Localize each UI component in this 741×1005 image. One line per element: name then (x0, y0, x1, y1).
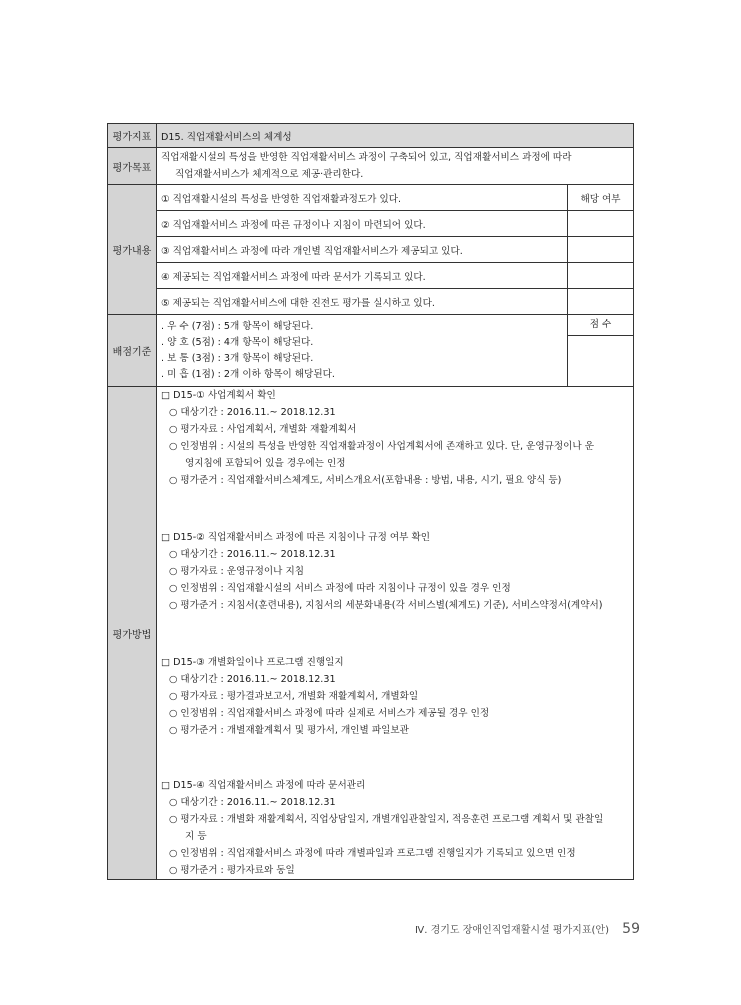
score-list (157, 315, 568, 387)
method-section-2 (161, 529, 629, 614)
goal-text (157, 148, 634, 185)
section-1-line-3: ○ 인정범위 : 시설의 특성을 반영한 직업재활과정이 사업계획서에 존재하고 있다. 단, 운영규정이나 운 (169, 441, 594, 452)
method-section-3 (161, 654, 629, 739)
content-item-2: ② 직업재활서비스 과정에 따른 규정이나 지침이 마련되어 있다. (157, 211, 568, 237)
method-label: 평가방법 (108, 387, 157, 880)
section-4-line-5: ○ 평가준거 : 평가자료와 동일 (169, 865, 295, 876)
page-footer (415, 921, 640, 937)
section-3-line-3: ○ 인정범위 : 직업재활서비스 과정에 따라 실제로 서비스가 제공될 경우 인정 (169, 708, 490, 719)
content-row-1 (108, 185, 634, 211)
content-row-4 (108, 263, 634, 289)
applicable-cell-3[interactable] (568, 237, 634, 263)
method-content (157, 387, 634, 880)
section-4-line-3: 지 등 (185, 831, 207, 842)
score-item-4: . 미 흡 (1점) : 2개 이하 항목이 해당된다. (161, 368, 335, 380)
indicator-label: 평가지표 (108, 124, 157, 148)
score-header: 점 수 (568, 315, 633, 336)
section-2-title: □ D15-② 직업재활서비스 과정에 따른 지침이나 규정 여부 확인 (161, 532, 431, 543)
section-2-line-4: ○ 평가준거 : 지침서(훈련내용), 지침서의 세분화내용(각 서비스별(체계도) 기준), 서비스약정서(계약서) (169, 600, 603, 611)
section-3-line-2: ○ 평가자료 : 평가결과보고서, 개별화 재활계획서, 개별화일 (169, 691, 419, 702)
content-item-3: ③ 직업재활서비스 과정에 따라 개인별 직업재활서비스가 제공되고 있다. (157, 237, 568, 263)
score-label: 배점기준 (108, 315, 157, 387)
indicator-value: D15. 직업재활서비스의 체계성 (157, 124, 634, 148)
applicable-cell-5[interactable] (568, 289, 634, 315)
section-4-line-4: ○ 인정범위 : 직업재활서비스 과정에 따라 개별파일과 프로그램 진행일지가 기록되고 있으면 인정 (169, 848, 576, 859)
content-item-5: ⑤ 제공되는 직업재활서비스에 대한 진전도 평가를 실시하고 있다. (157, 289, 568, 315)
section-2-line-2: ○ 평가자료 : 운영규정이나 지침 (169, 566, 305, 577)
goal-label: 평가목표 (108, 148, 157, 185)
score-input[interactable] (568, 336, 633, 386)
content-row-5 (108, 289, 634, 315)
section-1-line-1: ○ 대상기간 : 2016.11.~ 2018.12.31 (169, 407, 336, 418)
score-cell (568, 315, 634, 387)
applicable-cell-2[interactable] (568, 211, 634, 237)
section-2-line-1: ○ 대상기간 : 2016.11.~ 2018.12.31 (169, 549, 336, 560)
content-row-2 (108, 211, 634, 237)
section-4-line-2: ○ 평가자료 : 개별화 재활계획서, 직업상담일지, 개별개입관찰일지, 적응훈련 프로그램 계획서 및 관찰일 (169, 814, 604, 825)
section-3-line-1: ○ 대상기간 : 2016.11.~ 2018.12.31 (169, 674, 336, 685)
section-1-title: □ D15-① 사업계획서 확인 (161, 390, 276, 401)
section-1-line-2: ○ 평가자료 : 사업계획서, 개별화 재활계획서 (169, 424, 357, 435)
content-item-4: ④ 제공되는 직업재활서비스 과정에 따라 문서가 기록되고 있다. (157, 263, 568, 289)
method-section-4 (161, 777, 629, 879)
applicable-header: 해당 여부 (568, 185, 634, 211)
evaluation-table (107, 123, 634, 880)
page-number: 59 (622, 921, 640, 937)
goal-row (108, 148, 634, 185)
section-3-line-4: ○ 평가준거 : 개별재활계획서 및 평가서, 개인별 파일보관 (169, 725, 409, 736)
applicable-cell-4[interactable] (568, 263, 634, 289)
score-row (108, 315, 634, 387)
method-section-1 (161, 387, 629, 489)
score-item-2: . 양 호 (5점) : 4개 항목이 해당된다. (161, 336, 314, 348)
score-item-3: . 보 통 (3점) : 3개 항목이 해당된다. (161, 352, 314, 364)
section-1-line-5: ○ 평가준거 : 직업재활서비스체계도, 서비스개요서(포함내용 : 방법, 내용, 시기, 필요 양식 등) (169, 475, 562, 486)
method-row (108, 387, 634, 880)
goal-line-2: 직업재활서비스가 체계적으로 제공·관리한다. (175, 169, 364, 180)
footer-text: Ⅳ. 경기도 장애인직업재활시설 평가지표(안) (415, 925, 609, 936)
content-row-3 (108, 237, 634, 263)
section-4-title: □ D15-④ 직업재활서비스 과정에 따라 문서관리 (161, 780, 366, 791)
section-2-line-3: ○ 인정범위 : 직업재활시설의 서비스 과정에 따라 지침이나 규정이 있을 경우 인정 (169, 583, 511, 594)
content-label: 평가내용 (108, 185, 157, 315)
section-4-line-1: ○ 대상기간 : 2016.11.~ 2018.12.31 (169, 797, 336, 808)
section-1-line-4: 영지침에 포함되어 있을 경우에는 인정 (185, 458, 346, 469)
goal-line-1: 직업재활시설의 특성을 반영한 직업재활서비스 과정이 구축되어 있고, 직업재활서비스 과정에 따라 (161, 152, 572, 163)
content-item-1: ① 직업재활시설의 특성을 반영한 직업재활과정도가 있다. (157, 185, 568, 211)
indicator-row (108, 124, 634, 148)
section-3-title: □ D15-③ 개별화일이나 프로그램 진행일지 (161, 657, 344, 668)
score-item-1: . 우 수 (7점) : 5개 항목이 해당된다. (161, 320, 314, 332)
